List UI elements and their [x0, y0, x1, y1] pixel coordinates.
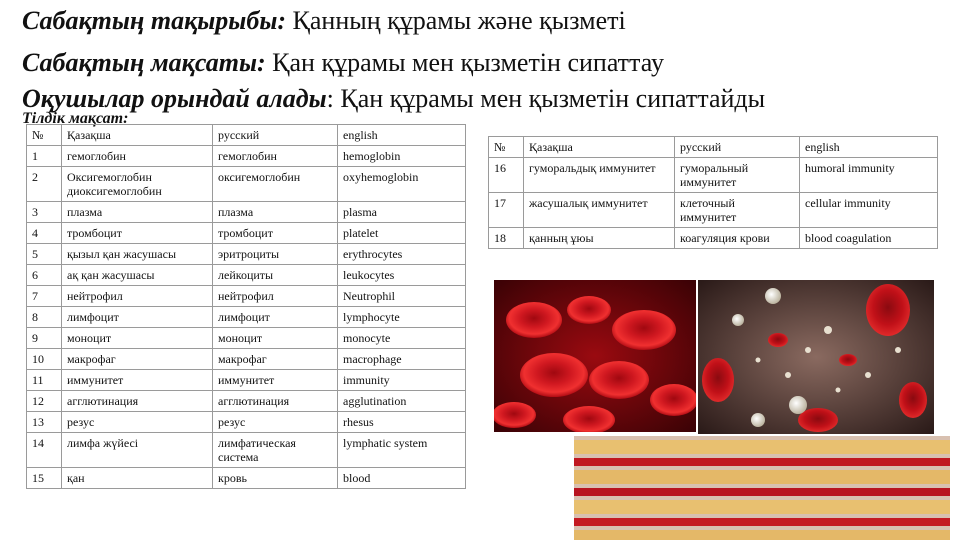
table-cell: blood [338, 468, 466, 489]
header-cell: № [27, 125, 62, 146]
table-cell: 15 [27, 468, 62, 489]
table-cell: жасушалық иммунитет [524, 193, 675, 228]
table-row [27, 468, 466, 489]
table-row [27, 286, 466, 307]
table-cell: erythrocytes [338, 244, 466, 265]
table-cell: клеточный иммунитет [675, 193, 800, 228]
table-row [27, 412, 466, 433]
table-cell: hemoglobin [338, 146, 466, 167]
table-cell: лимфоцит [213, 307, 338, 328]
header-cell: русский [675, 137, 800, 158]
table-header-row [489, 137, 938, 158]
table-cell: макрофаг [213, 349, 338, 370]
table-cell: нейтрофил [62, 286, 213, 307]
table-cell: Neutrophil [338, 286, 466, 307]
table-cell: rhesus [338, 412, 466, 433]
table-cell: тромбоцит [62, 223, 213, 244]
table-cell: лимфа жүйесі [62, 433, 213, 468]
table-cell: оксигемоглобин [213, 167, 338, 202]
table-cell: 7 [27, 286, 62, 307]
table-cell: lymphatic system [338, 433, 466, 468]
table-cell: oxyhemoglobin [338, 167, 466, 202]
table-row [27, 370, 466, 391]
red-blood-cells-image [494, 280, 696, 432]
vocab-table-main [26, 124, 466, 489]
table-cell: тромбоцит [213, 223, 338, 244]
lesson-topic [22, 6, 626, 36]
table-cell: 17 [489, 193, 524, 228]
students-label: Оқушылар орындай алады [22, 84, 327, 113]
table-cell: гуморальдық иммунитет [524, 158, 675, 193]
table-cell: 8 [27, 307, 62, 328]
table-row [27, 349, 466, 370]
table-cell: 16 [489, 158, 524, 193]
header-cell: № [489, 137, 524, 158]
table-cell: плазма [213, 202, 338, 223]
table-row [27, 167, 466, 202]
table-cell: lymphocyte [338, 307, 466, 328]
table-row [27, 244, 466, 265]
table-cell: гемоглобин [62, 146, 213, 167]
table-cell: 13 [27, 412, 62, 433]
table-cell: 18 [489, 228, 524, 249]
topic-label: Сабақтың тақырыбы: [22, 6, 287, 35]
table-cell: резус [62, 412, 213, 433]
table-cell: cellular immunity [800, 193, 938, 228]
table-row [27, 391, 466, 412]
table-cell: кровь [213, 468, 338, 489]
table-cell: agglutination [338, 391, 466, 412]
table-row [489, 228, 938, 249]
header-cell: english [800, 137, 938, 158]
table-row [27, 202, 466, 223]
table-cell: macrophage [338, 349, 466, 370]
table-cell: иммунитет [213, 370, 338, 391]
table-cell: плазма [62, 202, 213, 223]
table-cell: агглютинация [62, 391, 213, 412]
table-cell: blood coagulation [800, 228, 938, 249]
table-cell: 4 [27, 223, 62, 244]
table-cell: 9 [27, 328, 62, 349]
table-cell: 1 [27, 146, 62, 167]
table-cell: immunity [338, 370, 466, 391]
table-cell: лимфатическая система [213, 433, 338, 468]
table-cell: 10 [27, 349, 62, 370]
table-row [489, 158, 938, 193]
header-cell: Қазақша [524, 137, 675, 158]
table-cell: 11 [27, 370, 62, 391]
table-cell: қан [62, 468, 213, 489]
table-cell: plasma [338, 202, 466, 223]
header-cell: русский [213, 125, 338, 146]
header-cell: Қазақша [62, 125, 213, 146]
table-row [489, 193, 938, 228]
table-cell: 14 [27, 433, 62, 468]
goal-value: Қан құрамы мен қызметін сипаттау [265, 48, 664, 77]
table-cell: 2 [27, 167, 62, 202]
table-cell: гемоглобин [213, 146, 338, 167]
lesson-goal [22, 48, 664, 78]
table-row [27, 146, 466, 167]
table-cell: Оксигемоглобин диоксигемоглобин [62, 167, 213, 202]
table-row [27, 223, 466, 244]
table-cell: monocyte [338, 328, 466, 349]
table-cell: гуморальный иммунитет [675, 158, 800, 193]
table-cell: 3 [27, 202, 62, 223]
header-cell: english [338, 125, 466, 146]
table-cell: лимфоцит [62, 307, 213, 328]
table-cell: нейтрофил [213, 286, 338, 307]
table-cell: агглютинация [213, 391, 338, 412]
table-cell: leukocytes [338, 265, 466, 286]
table-cell: ақ қан жасушасы [62, 265, 213, 286]
table-row [27, 265, 466, 286]
table-row [27, 433, 466, 468]
table-cell: қызыл қан жасушасы [62, 244, 213, 265]
table-cell: platelet [338, 223, 466, 244]
table-cell: моноцит [213, 328, 338, 349]
table-cell: 12 [27, 391, 62, 412]
vessel-fibers-image [574, 436, 950, 540]
language-goal-label: Тілдік мақсат: [22, 110, 129, 127]
table-cell: иммунитет [62, 370, 213, 391]
table-row [27, 307, 466, 328]
students-outcome [22, 84, 765, 114]
blood-cells-3d-image [698, 280, 934, 434]
table-cell: қанның ұюы [524, 228, 675, 249]
table-cell: 6 [27, 265, 62, 286]
goal-label: Сабақтың мақсаты: [22, 48, 266, 77]
table-cell: лейкоциты [213, 265, 338, 286]
table-header-row [27, 125, 466, 146]
vocab-table-extra [488, 136, 938, 249]
table-cell: коагуляция крови [675, 228, 800, 249]
students-value: : Қан құрамы мен қызметін сипаттайды [326, 84, 766, 113]
table-cell: 5 [27, 244, 62, 265]
topic-value: Қанның құрамы және қызметі [286, 6, 626, 35]
table-cell: резус [213, 412, 338, 433]
table-cell: моноцит [62, 328, 213, 349]
table-row [27, 328, 466, 349]
table-cell: humoral immunity [800, 158, 938, 193]
table-cell: макрофаг [62, 349, 213, 370]
table-cell: эритроциты [213, 244, 338, 265]
